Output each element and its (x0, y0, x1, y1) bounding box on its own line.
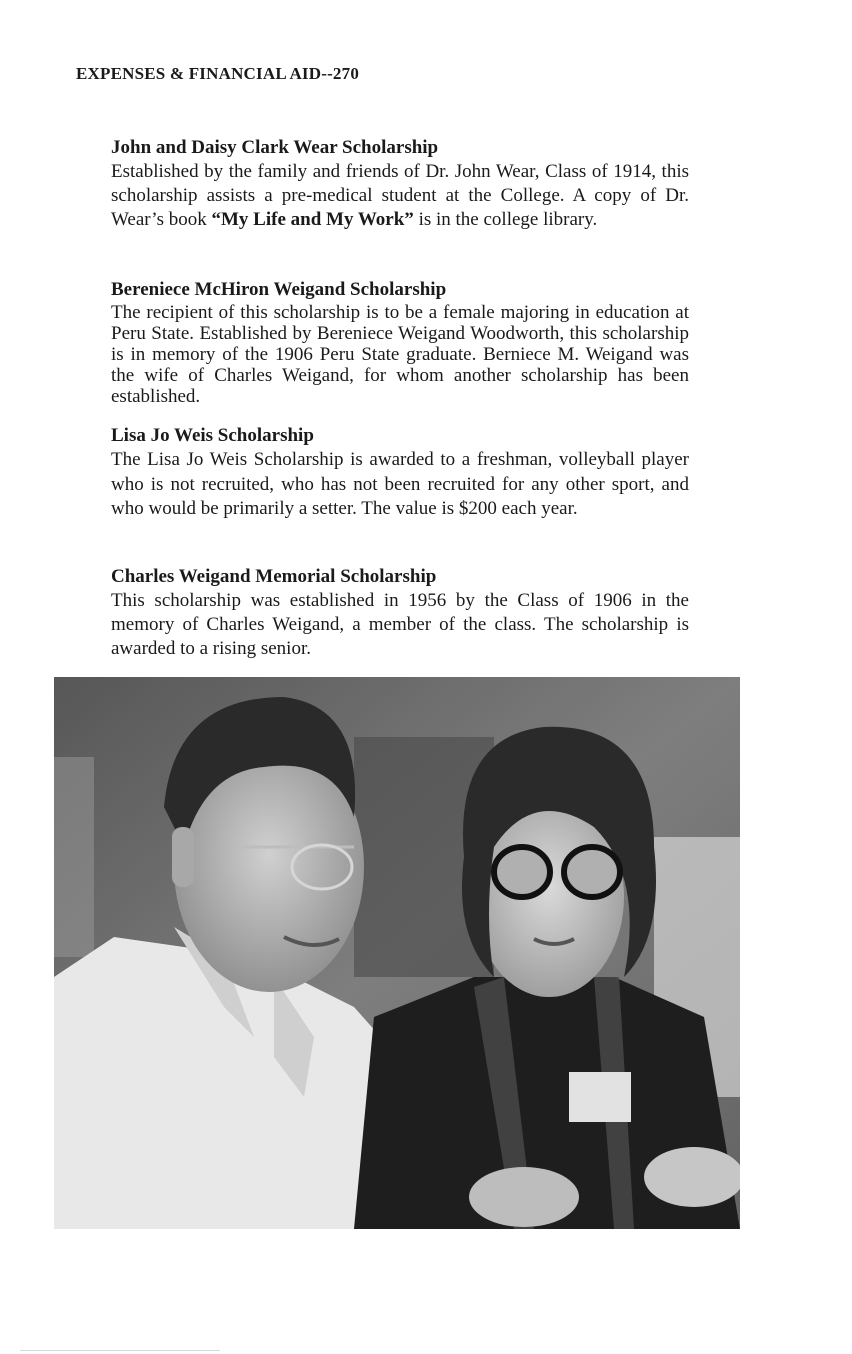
woman-hand (644, 1147, 740, 1207)
photo-students (54, 677, 740, 1229)
scholarship-description: The recipient of this scholarship is to be a female majoring in education at Peru State. Established by Bereniece Weigand Woodworth, this scholarship is in memory of the 1906 Peru State graduate. Berniece M. Weigand was the wife of Charles Weigand, for whom another scholarship has been established. (111, 302, 689, 407)
scholarship-title: John and Daisy Clark Wear Scholarship (111, 137, 439, 158)
man-hand (469, 1167, 579, 1227)
scholarship-weis (111, 424, 689, 522)
scholarship-mchiron-weigand (111, 278, 689, 407)
scholarship-description: This scholarship was established in 1956 by the Class of 1906 in the memory of Charles Weigand, a member of the class. The scholarship is awarded to a rising senior. (111, 590, 689, 659)
scholarship-title: Bereniece McHiron Weigand Scholarship (111, 279, 447, 300)
woman-glasses-left (494, 847, 550, 897)
scholarship-wear (111, 136, 689, 232)
scholarship-description: Established by the family and friends of Dr. John Wear, Class of 1914, this scholarship assists a pre-medical student at the College. A copy of Dr. Wear’s book “My Life and My Work” is in the college library. (111, 161, 689, 230)
scholarship-weigand-memorial (111, 565, 689, 661)
page-edge-line (20, 1350, 220, 1351)
scholarship-description: The Lisa Jo Weis Scholarship is awarded to a freshman, volleyball player who is not recruited, who has not been recruited for any other sport, and who would be primarily a setter. The value is $200 each year. (111, 449, 689, 519)
book-title: “My Life and My Work” (211, 209, 414, 230)
scholarship-title: Charles Weigand Memorial Scholarship (111, 566, 437, 587)
woman-glasses-right (564, 847, 620, 897)
page-header: EXPENSES & FINANCIAL AID--270 (76, 64, 360, 83)
scholarship-title: Lisa Jo Weis Scholarship (111, 425, 314, 446)
man-ear (172, 827, 194, 887)
name-tag (569, 1072, 631, 1122)
photo-illustration (54, 677, 740, 1229)
